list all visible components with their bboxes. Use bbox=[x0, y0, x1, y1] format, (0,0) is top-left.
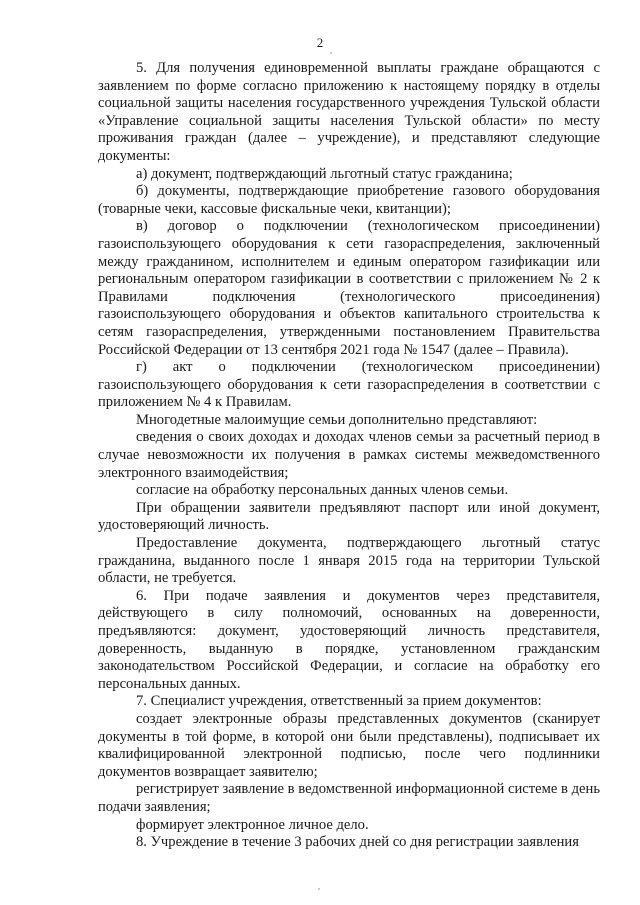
document-body bbox=[98, 60, 600, 852]
paragraph-subitem-g: г) акт о подключении (технологическом присоединении) газоиспользующего оборудования к сети газораспределения в соответствии с приложением № 4 к Правилам. bbox=[98, 359, 600, 411]
paragraph-scanning: создает электронные образы представленных документов (сканирует документы в той форме, в которой они были представлены), подписывает их квалифицированной электронной подписью, после чего подлинники документов возвращает заявителю; bbox=[98, 710, 600, 780]
paragraph-status-document: Предоставление документа, подтверждающего льготный статус гражданина, выданного после 1 января 2015 года на территории Тульской области, не требуется. bbox=[98, 535, 600, 587]
paragraph-item-7: 7. Специалист учреждения, ответственный за прием документов: bbox=[136, 693, 542, 710]
paragraph-consent: согласие на обработку персональных данных членов семьи. bbox=[136, 482, 509, 499]
paragraph-subitem-v: в) договор о подключении (технологическом присоединении) газоиспользующего оборудования к сети газораспределения, заключенный между гражданином, исполнителем и единым оператором газификации или региональным оператором газификации в соответствии с приложением № 2 к Правилами подключения (технологического присоединения) газоиспользующего оборудования и объектов капитального строительства к сетям газораспределения, утвержденными постановлением Правительства Российской Федерации от 13 сентября 2021 года № 1547 (далее – Правила). bbox=[98, 218, 600, 358]
paragraph-subitem-a: а) документ, подтверждающий льготный статус гражданина; bbox=[136, 165, 513, 182]
paragraph-personal-file: формирует электронное личное дело. bbox=[136, 816, 369, 833]
paragraph-item-6: 6. При подаче заявления и документов через представителя, действующего в силу полномочий, основанных на доверенности, предъявляются: документ, удостоверяющий личность представителя, доверенность, выданную в порядке, установленном гражданским законодательством Российской Федерации, и согласие на обработку его персональных данных. bbox=[98, 587, 600, 692]
paragraph-large-families: Многодетные малоимущие семьи дополнительно представляют: bbox=[136, 411, 538, 428]
scan-speck bbox=[330, 52, 332, 54]
paragraph-item-8: 8. Учреждение в течение 3 рабочих дней со дня регистрации заявления bbox=[136, 834, 579, 851]
paragraph-income-info: сведения о своих доходах и доходах членов семьи за расчетный период в случае невозможности их получения в рамках системы межведомственного электронного взаимодействия; bbox=[98, 429, 600, 481]
scan-speck bbox=[318, 888, 320, 890]
page-number: 2 bbox=[316, 35, 324, 50]
paragraph-subitem-b: б) документы, подтверждающие приобретение газового оборудования (товарные чеки, кассовые фискальные чеки, квитанции); bbox=[98, 183, 600, 217]
paragraph-registration: регистрирует заявление в ведомственной информационной системе в день подачи заявления; bbox=[98, 781, 600, 815]
paragraph-item-5: 5. Для получения единовременной выплаты граждане обращаются с заявлением по форме согласно приложению к настоящему порядку в отделы социальной защиты населения государственного учреждения Тульской области «Управление социальной защиты населения Тульской области» по месту проживания граждан (далее – учреждение), и представляют следующие документы: bbox=[98, 60, 600, 164]
paragraph-passport: При обращении заявители предъявляют паспорт или иной документ, удостоверяющий личность. bbox=[98, 499, 600, 534]
